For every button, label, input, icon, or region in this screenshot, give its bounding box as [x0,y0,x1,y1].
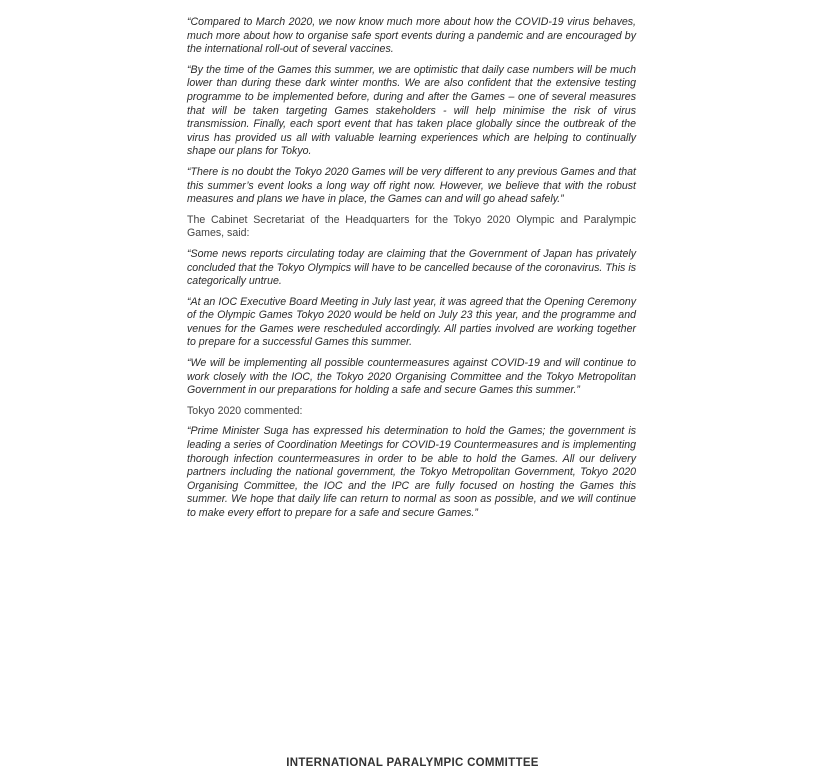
quote-paragraph-news-reports: “Some news reports circulating today are claiming that the Government of Japan has privately concluded that the Tokyo Olympics will have to be cancelled because of the coronavirus. This is categorically untrue. [187,247,636,288]
quote-paragraph-march-2020: “Compared to March 2020, we now know much more about how the COVID-19 virus behaves, much more about how to organise safe sport events during a pandemic and are encouraged by the international roll-out of several vaccines. [187,16,636,56]
quote-paragraph-prime-minister: “Prime Minister Suga has expressed his determination to hold the Games; the government is leading a series of Coordination Meetings for COVID-19 Countermeasures and is implementing thorough infection countermeasures in order to be able to hold the Games. All our delivery partners including the national government, the Tokyo Metropolitan Government, Tokyo 2020 Organising Committee, the IOC and the IPC are fully focused on hosting the Games this summer. We hope that daily life can return to normal as soon as possible, and we will continue to make every effort to prepare for a safe and secure Games.” [187,425,636,519]
footer-organization-name: INTERNATIONAL PARALYMPIC COMMITTEE [286,757,539,769]
quote-paragraph-ioc-board: “At an IOC Executive Board Meeting in July last year, it was agreed that the Opening Ceremony of the Olympic Games Tokyo 2020 would be held on July 23 this year, and the programme and venues for the Games were rescheduled accordingly. All parties involved are working together to prepare for a successful Games this summer. [187,295,636,349]
attribution-tokyo-2020: Tokyo 2020 commented: [187,404,303,417]
quote-paragraph-countermeasures: “We will be implementing all possible countermeasures against COVID-19 and will continue to work closely with the IOC, the Tokyo 2020 Organising Committee and the Tokyo Metropolitan Government in our preparations for holding a safe and secure Games this summer.” [187,357,636,397]
quote-paragraph-no-doubt: “There is no doubt the Tokyo 2020 Games will be very different to any previous Games and that this summer’s event looks a long way off right now. However, we believe that with the robust measures and plans we have in place, the Games can and will go ahead safely.” [187,165,636,206]
document-body [187,16,636,528]
attribution-cabinet-secretariat: The Cabinet Secretariat of the Headquarters for the Tokyo 2020 Olympic and Paralympic Games, said: [187,213,636,240]
quote-paragraph-games-summer: “By the time of the Games this summer, we are optimistic that daily case numbers will be much lower than during these dark winter months. We are also confident that the extensive testing programme to be implemented before, during and after the Games – one of several measures that will be taken targeting Games stakeholders - will help minimise the risk of virus transmission. Finally, each sport event that has taken place globally since the outbreak of the virus has provided us all with valuable learning experiences which are helping to continually shape our plans for Tokyo. [187,63,636,158]
